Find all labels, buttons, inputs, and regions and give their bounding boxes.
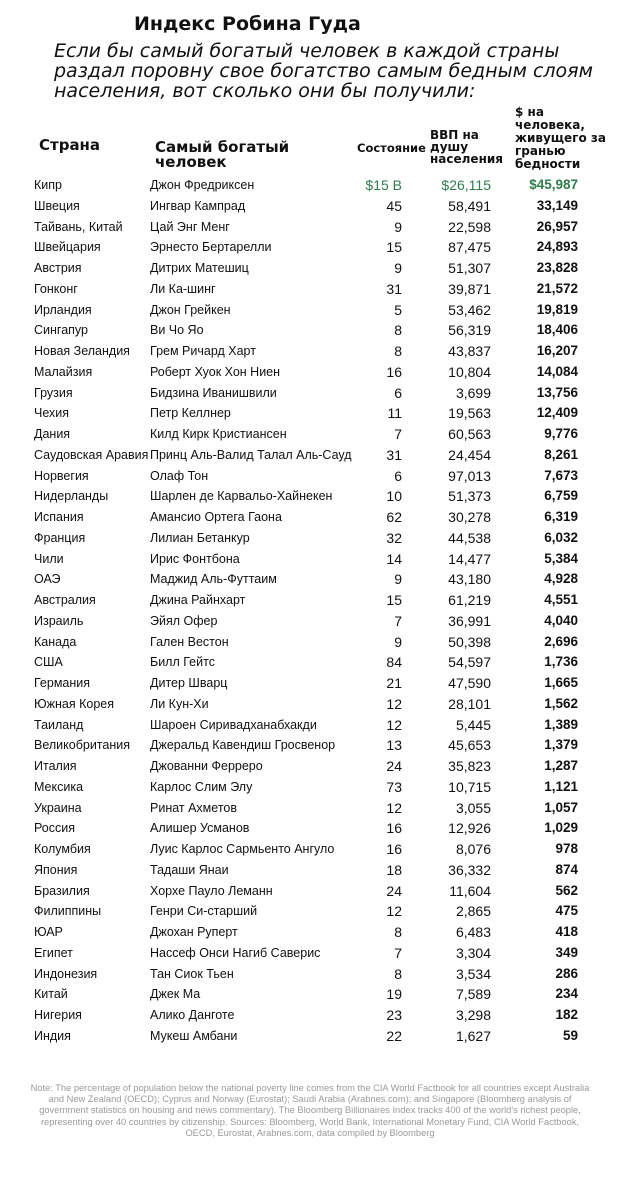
cell-wealth: 5 (394, 301, 402, 318)
table-row (0, 943, 620, 964)
header-country: Страна (39, 136, 101, 154)
cell-country: Гонконг (34, 281, 78, 296)
cell-wealth: 16 (386, 820, 402, 837)
cell-country: Великобритания (34, 738, 130, 753)
cell-gdp: 36,332 (448, 861, 491, 878)
cell-country: Филиппины (34, 904, 102, 919)
cell-country: Чили (34, 551, 64, 566)
cell-wealth: 6 (394, 467, 402, 484)
cell-country: Швейцария (34, 240, 101, 255)
cell-gdp: 8,076 (455, 841, 491, 857)
cell-wealth: 22 (386, 1027, 402, 1044)
table-row (0, 445, 620, 466)
cell-wealth: 9 (394, 218, 402, 235)
cell-person: Нассеф Онси Нагиб Саверис (150, 945, 321, 960)
cell-wealth: 8 (394, 343, 402, 359)
table-row (0, 756, 620, 777)
cell-country: Испания (34, 510, 84, 524)
table-row (0, 528, 620, 549)
cell-wealth: 9 (394, 260, 402, 276)
header-wealth: Состояние (357, 141, 426, 155)
cell-wealth: 13 (386, 737, 402, 754)
cell-gdp: 60,563 (448, 426, 491, 442)
cell-person: Гален Вестон (150, 634, 229, 649)
cell-gdp: 36,991 (448, 612, 491, 629)
page-subtitle: Если бы самый богатый человек в каждой страны раздал поровну свое богатство самым бедным слоям населения, вот сколько они бы получили: (54, 40, 593, 102)
page-title: Индекс Робина Гуда (134, 13, 361, 35)
data-table (0, 175, 620, 1047)
cell-gdp: 1,627 (455, 1027, 491, 1044)
cell-gdp: 97,013 (448, 467, 491, 484)
cell-wealth: 16 (386, 841, 402, 857)
cell-gdp: 43,180 (448, 571, 491, 588)
cell-person: Лилиан Бетанкур (150, 530, 250, 545)
cell-country: Норвегия (34, 468, 89, 483)
table-row (0, 1026, 620, 1047)
table-row (0, 466, 620, 487)
cell-person: Тадаши Янаи (150, 862, 229, 877)
cell-person: Джон Грейкен (150, 302, 231, 317)
cell-gdp: 10,715 (448, 778, 491, 795)
cell-wealth: 6 (394, 384, 402, 401)
cell-country: Россия (34, 821, 75, 836)
cell-gdp: 56,319 (448, 322, 491, 339)
cell-gdp: 44,538 (448, 529, 491, 546)
cell-person: Дитрих Матешиц (150, 261, 249, 275)
cell-amount: 7,673 (544, 467, 578, 483)
table-row (0, 715, 620, 736)
cell-country: Китай (34, 987, 68, 1002)
cell-country: Ирландия (34, 302, 92, 317)
table-row (0, 424, 620, 445)
cell-wealth: 14 (386, 550, 402, 567)
cell-gdp: 30,278 (448, 509, 491, 525)
cell-country: Колумбия (34, 842, 91, 856)
cell-wealth: 18 (386, 861, 402, 878)
cell-country: Таиланд (34, 717, 84, 732)
cell-gdp: 28,101 (448, 695, 491, 712)
cell-gdp: 50,398 (448, 633, 491, 650)
cell-amount: 12,409 (536, 405, 578, 421)
table-row (0, 798, 620, 819)
header-gdp-per-capita: ВВП на душу населения (430, 128, 503, 166)
cell-person: Ли Ка-шинг (150, 281, 216, 296)
table-row (0, 507, 620, 528)
cell-person: Олаф Тон (150, 468, 209, 483)
cell-gdp: 19,563 (448, 405, 491, 422)
table-row (0, 777, 620, 798)
cell-wealth: 84 (386, 654, 402, 671)
cell-gdp: 6,483 (455, 924, 491, 940)
cell-wealth: 73 (386, 778, 402, 795)
table-row (0, 922, 620, 943)
table-row (0, 735, 620, 756)
cell-person: Джек Ма (150, 987, 201, 1002)
cell-person: Ли Кун-Хи (150, 696, 209, 711)
cell-gdp: 53,462 (448, 301, 491, 318)
table-row (0, 279, 620, 300)
cell-gdp: 3,699 (455, 384, 491, 401)
cell-gdp: 39,871 (448, 280, 491, 297)
cell-person: Алико Данготе (150, 1008, 235, 1022)
cell-gdp: 3,304 (455, 944, 491, 961)
cell-wealth: $15 B (365, 177, 402, 193)
cell-country: Швеция (34, 198, 80, 213)
cell-amount: 1,057 (544, 799, 578, 815)
cell-gdp: 47,590 (448, 675, 491, 691)
cell-gdp: 58,491 (448, 197, 491, 214)
cell-wealth: 31 (386, 446, 402, 463)
cell-amount: 1,287 (544, 758, 578, 773)
cell-gdp: 14,477 (448, 550, 491, 567)
cell-country: США (34, 655, 63, 670)
cell-amount: 16,207 (536, 343, 578, 358)
cell-person: Шарлен де Карвальо-Хайнекен (150, 489, 333, 504)
table-row (0, 881, 620, 902)
cell-wealth: 7 (394, 426, 402, 442)
cell-person: Эрнесто Бертарелли (150, 240, 272, 255)
cell-wealth: 31 (386, 280, 402, 297)
cell-country: Индия (34, 1028, 71, 1043)
cell-wealth: 7 (394, 944, 402, 961)
cell-person: Джохан Руперт (150, 925, 238, 939)
cell-amount: 59 (562, 1027, 578, 1043)
cell-amount: 2,696 (544, 633, 578, 649)
cell-person: Джина Райнхарт (150, 593, 246, 607)
cell-wealth: 11 (387, 405, 402, 422)
cell-country: Чехия (34, 406, 70, 421)
cell-gdp: 51,307 (448, 260, 491, 276)
cell-gdp: 51,373 (448, 488, 491, 505)
cell-amount: 182 (555, 1007, 578, 1022)
cell-person: Ингвар Кампрад (150, 198, 246, 213)
cell-country: Тайвань, Китай (34, 219, 123, 234)
cell-gdp: 3,298 (455, 1007, 491, 1023)
cell-amount: 6,759 (544, 488, 578, 504)
cell-wealth: 9 (394, 633, 402, 650)
cell-amount: 286 (555, 965, 578, 981)
cell-gdp: 35,823 (448, 758, 491, 774)
cell-person: Джеральд Кавендиш Гросвенор (150, 738, 336, 753)
cell-person: Грем Ричард Харт (150, 344, 256, 358)
cell-country: Япония (34, 862, 78, 877)
cell-wealth: 15 (386, 239, 402, 256)
cell-wealth: 12 (386, 695, 402, 712)
cell-amount: 1,562 (544, 695, 578, 711)
table-row (0, 673, 620, 694)
table-row (0, 860, 620, 881)
cell-person: Тан Сиок Тьен (150, 966, 234, 981)
cell-country: Мексика (34, 779, 84, 794)
cell-gdp: 54,597 (448, 654, 491, 671)
footnote: Note: The percentage of population below the national poverty line comes from the CIA World Factbook for all countries except Australia and New Zealand (OECD); Cyprus and Norway (Eurostat); Saudi Arabia (Arabnes.com); and Singapore (Bloomberg analysis of government statistics on housing and news commentary). The Bloomberg Billionaires Index tracks 400 of the world's richest people, representing over 40 countries by citizenship. Sources: Bloomberg, World Bank, International Monetary Fund, CIA World Factbook, OECD, Eurostat, Arabnes.com, data compiled by Bloomberg (30, 1083, 590, 1138)
cell-country: Канада (34, 634, 77, 649)
cell-wealth: 12 (386, 903, 402, 920)
cell-amount: 9,776 (544, 426, 578, 441)
cell-country: Новая Зеландия (34, 344, 130, 358)
table-row (0, 300, 620, 321)
cell-gdp: 11,604 (449, 882, 491, 899)
cell-amount: 19,819 (536, 301, 578, 317)
cell-amount: 1,121 (544, 778, 578, 794)
cell-country: Грузия (34, 385, 73, 400)
cell-person: Луис Карлос Сармьенто Ангуло (150, 842, 335, 856)
table-row (0, 341, 620, 362)
cell-wealth: 24 (386, 882, 402, 899)
cell-wealth: 16 (386, 363, 402, 380)
cell-person: Дитер Шварц (150, 676, 228, 690)
cell-country: Бразилия (34, 883, 90, 898)
cell-person: Мукеш Амбани (150, 1028, 238, 1043)
cell-amount: 33,149 (536, 197, 578, 213)
cell-country: Нигерия (34, 1008, 82, 1022)
cell-person: Ринат Ахметов (150, 800, 237, 815)
table-row (0, 196, 620, 217)
cell-amount: 14,084 (536, 363, 578, 379)
cell-wealth: 8 (394, 924, 402, 940)
cell-amount: 18,406 (536, 322, 578, 338)
cell-amount: 26,957 (536, 218, 578, 234)
cell-person: Килд Кирк Кристиансен (150, 427, 287, 441)
cell-amount: 1,379 (544, 737, 578, 753)
cell-person: Карлос Слим Элу (150, 779, 253, 794)
cell-amount: 562 (555, 882, 578, 898)
cell-amount: 418 (555, 924, 578, 939)
cell-wealth: 23 (386, 1007, 402, 1023)
cell-person: Билл Гейтс (150, 655, 215, 670)
table-row (0, 632, 620, 653)
cell-country: Нидерланды (34, 489, 109, 504)
cell-amount: 6,032 (544, 529, 578, 545)
table-row (0, 569, 620, 590)
cell-person: Принц Аль-Валид Талал Аль-Сауд (150, 447, 352, 462)
cell-person: Роберт Хуок Хон Ниен (150, 364, 281, 379)
cell-wealth: 9 (394, 571, 402, 588)
table-row (0, 549, 620, 570)
cell-wealth: 8 (394, 322, 402, 339)
table-row (0, 258, 620, 279)
cell-person: Генри Си-старший (150, 904, 258, 919)
table-row (0, 818, 620, 839)
table-row (0, 383, 620, 404)
cell-person: Джованни Ферреро (150, 759, 263, 773)
cell-amount: 8,261 (544, 446, 578, 462)
cell-wealth: 12 (386, 799, 402, 816)
table-row (0, 839, 620, 860)
table-row (0, 1005, 620, 1026)
cell-country: Израиль (34, 613, 84, 628)
table-row (0, 175, 620, 196)
cell-gdp: 7,589 (455, 986, 491, 1003)
table-row (0, 320, 620, 341)
table-row (0, 901, 620, 922)
cell-person: Ирис Фонтбона (150, 551, 240, 566)
table-row (0, 964, 620, 985)
table-row (0, 403, 620, 424)
cell-country: ОАЭ (34, 572, 61, 587)
cell-wealth: 7 (394, 612, 402, 629)
cell-country: Египет (34, 945, 73, 960)
cell-amount: 475 (555, 903, 578, 919)
cell-gdp: 43,837 (448, 343, 491, 359)
cell-wealth: 19 (386, 986, 402, 1003)
cell-country: Италия (34, 759, 77, 773)
cell-person: Хорхе Пауло Леманн (150, 883, 273, 898)
table-row (0, 486, 620, 507)
cell-amount: 1,389 (544, 716, 578, 732)
cell-amount: 1,736 (544, 654, 578, 670)
cell-country: Сингапур (34, 323, 88, 338)
cell-amount: 1,665 (544, 675, 578, 690)
cell-amount: 6,319 (544, 509, 578, 524)
table-row (0, 694, 620, 715)
header-richest-person: Самый богатый человек (155, 138, 290, 171)
cell-amount: 21,572 (536, 280, 578, 296)
cell-gdp: 3,055 (455, 799, 491, 816)
cell-person: Амансио Ортега Гаона (150, 510, 282, 524)
cell-wealth: 62 (386, 509, 402, 525)
cell-amount: 23,828 (536, 260, 578, 275)
cell-country: Германия (34, 676, 91, 690)
cell-gdp: 61,219 (448, 592, 491, 608)
cell-person: Шароен Сиривадханабхакди (150, 717, 317, 732)
table-row (0, 984, 620, 1005)
cell-amount: 4,928 (544, 571, 578, 587)
cell-gdp: 3,534 (455, 965, 491, 982)
cell-amount: 1,029 (544, 820, 578, 836)
table-row (0, 217, 620, 238)
cell-wealth: 24 (386, 758, 402, 774)
cell-amount: 234 (555, 986, 578, 1002)
cell-amount: 349 (555, 944, 578, 960)
cell-country: ЮАР (34, 925, 63, 939)
cell-amount: 874 (555, 861, 578, 877)
cell-person: Эйял Офер (150, 613, 218, 628)
cell-gdp: 10,804 (448, 363, 491, 380)
cell-wealth: 32 (386, 529, 402, 546)
cell-wealth: 12 (386, 716, 402, 733)
cell-person: Алишер Усманов (150, 821, 250, 836)
cell-amount: $45,987 (529, 177, 578, 192)
cell-country: Южная Корея (34, 696, 114, 711)
cell-gdp: 45,653 (448, 737, 491, 754)
cell-amount: 978 (555, 841, 578, 856)
cell-gdp: 2,865 (455, 903, 491, 920)
cell-country: Украина (34, 800, 82, 815)
table-row (0, 362, 620, 383)
cell-amount: 5,384 (544, 550, 578, 566)
cell-gdp: 5,445 (455, 716, 491, 733)
cell-person: Цай Энг Менг (150, 219, 230, 234)
cell-country: Дания (34, 427, 71, 441)
cell-wealth: 21 (386, 675, 402, 691)
header-per-person: $ на человека, живущего за гранью бедности (515, 105, 606, 171)
cell-person: Ви Чо Яо (150, 323, 204, 338)
cell-gdp: 22,598 (448, 218, 491, 235)
cell-person: Джон Фредриксен (150, 178, 255, 192)
cell-wealth: 45 (386, 197, 402, 214)
cell-country: Австрия (34, 261, 82, 275)
cell-wealth: 10 (386, 488, 402, 505)
table-row (0, 237, 620, 258)
cell-person: Бидзина Иванишвили (150, 385, 277, 400)
cell-wealth: 8 (394, 965, 402, 982)
cell-person: Петр Келлнер (150, 406, 231, 421)
cell-person: Маджид Аль-Футтаим (150, 572, 277, 587)
cell-amount: 4,551 (544, 592, 578, 607)
table-row (0, 611, 620, 632)
cell-wealth: 15 (386, 592, 402, 608)
cell-country: Франция (34, 530, 86, 545)
table-row (0, 652, 620, 673)
table-row (0, 590, 620, 611)
cell-amount: 24,893 (536, 239, 578, 255)
cell-gdp: 12,926 (448, 820, 491, 837)
cell-gdp: 87,475 (448, 239, 491, 256)
cell-amount: 4,040 (544, 612, 578, 628)
cell-amount: 13,756 (536, 384, 578, 400)
cell-country: Малайзия (34, 364, 93, 379)
cell-country: Индонезия (34, 966, 98, 981)
cell-country: Кипр (34, 178, 62, 192)
cell-gdp: 24,454 (448, 446, 491, 463)
cell-country: Саудовская Аравия (34, 447, 149, 462)
cell-country: Австралия (34, 593, 96, 607)
cell-gdp: $26,115 (441, 177, 491, 193)
